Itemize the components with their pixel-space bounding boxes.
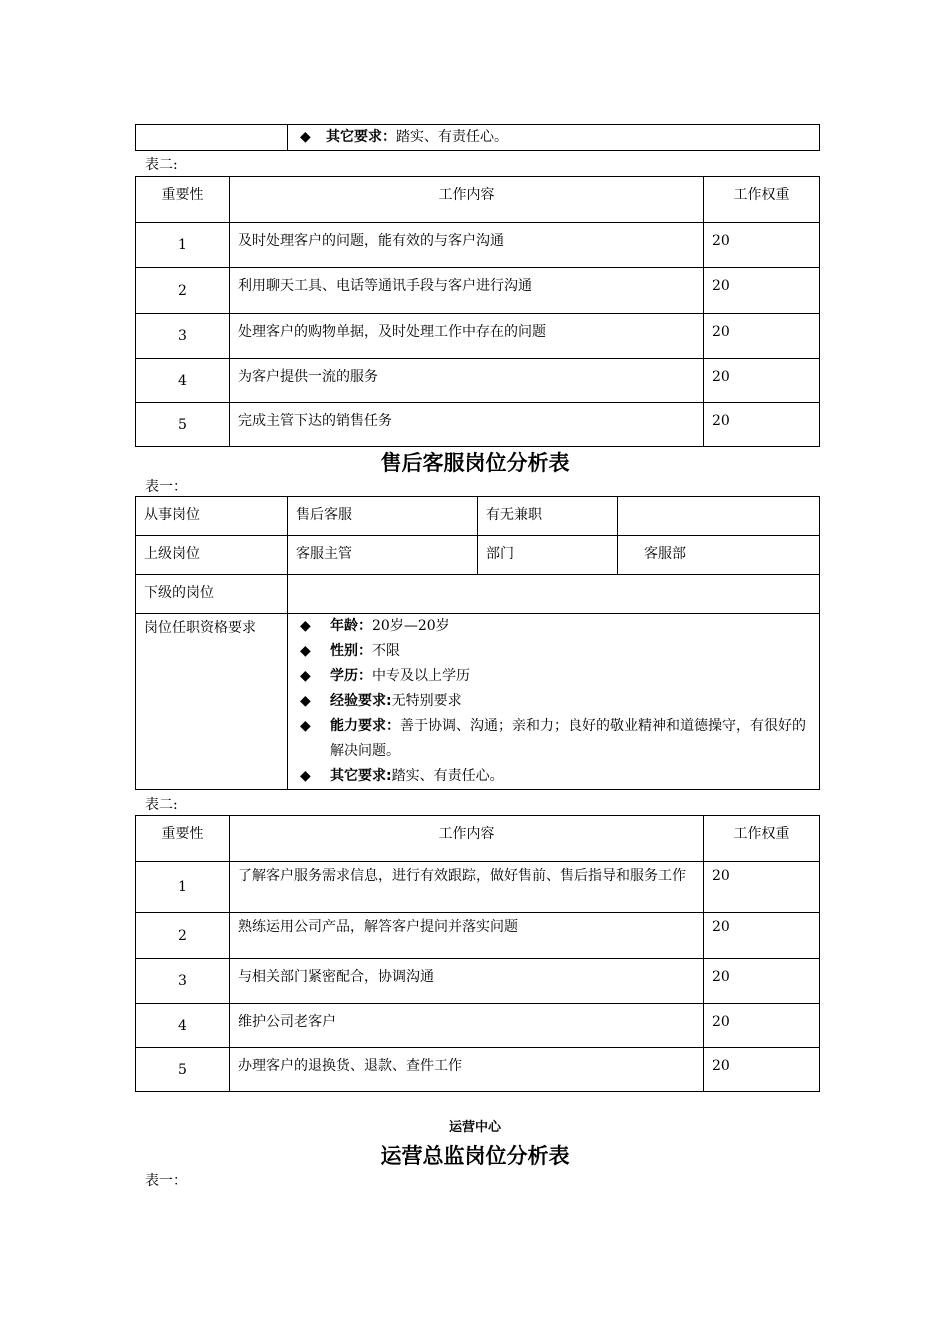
rank-cell: 3: [136, 314, 230, 359]
position-value: 售后客服: [288, 497, 478, 536]
table-caption: 表一：: [145, 1173, 187, 1189]
subordinate-value: [288, 575, 820, 614]
position-info-table: [135, 496, 820, 790]
weight-cell: 20: [704, 359, 820, 403]
superior-label: 上级岗位: [136, 536, 288, 575]
list-item: [296, 639, 807, 664]
rank-cell: 2: [136, 913, 230, 959]
subordinate-label: 下级的岗位: [136, 575, 288, 614]
list-item: [296, 714, 807, 764]
diamond-bullet-icon: ◆: [300, 668, 311, 684]
part-time-value: [618, 497, 820, 536]
section-title-operations: 运营总监岗位分析表: [380, 1144, 570, 1168]
requirements-list: [296, 614, 807, 789]
weight-cell: 20: [704, 314, 820, 359]
weight-cell: 20: [704, 959, 820, 1004]
weight-cell: 20: [704, 1004, 820, 1048]
requirement-label: 性别: [330, 643, 358, 659]
weight-cell: 20: [704, 1048, 820, 1092]
requirement-value: 踏实、有责任心。: [396, 129, 508, 145]
table-row: [136, 125, 820, 151]
requirement-separator: ：: [358, 668, 372, 684]
department-value: 客服部: [618, 536, 820, 575]
diamond-bullet-icon: ◆: [300, 693, 311, 709]
table-row: [136, 268, 820, 314]
header-content: 工作内容: [230, 177, 704, 223]
table-row: [136, 913, 820, 959]
requirement-label: 学历: [330, 668, 358, 684]
table-header-row: [136, 177, 820, 223]
requirement-label: 经验要求: [330, 693, 386, 709]
table-caption: 表二:: [145, 157, 178, 173]
content-cell: 处理客户的购物单据，及时处理工作中存在的问题: [230, 314, 704, 359]
table-row: [136, 575, 820, 614]
duties-table-b: [135, 815, 820, 1092]
rank-cell: 5: [136, 403, 230, 447]
requirement-separator: :: [386, 768, 392, 784]
header-weight: 工作权重: [704, 816, 820, 862]
list-item: [296, 664, 807, 689]
content-cell: 了解客户服务需求信息，进行有效跟踪，做好售前、售后指导和服务工作: [230, 862, 704, 913]
diamond-bullet-icon: ◆: [300, 618, 311, 634]
requirement-label: 能力要求: [330, 718, 386, 734]
table-row: [136, 614, 820, 790]
part-time-label: 有无兼职: [478, 497, 618, 536]
content-cell: 与相关部门紧密配合，协调沟通: [230, 959, 704, 1004]
table-row: [136, 959, 820, 1004]
content-cell: 熟练运用公司产品，解答客户提问并落实问题: [230, 913, 704, 959]
table-row: [136, 862, 820, 913]
qualification-label: 岗位任职资格要求: [136, 614, 288, 790]
content-cell: 维护公司老客户: [230, 1004, 704, 1048]
top-fragment-table: [135, 124, 820, 151]
diamond-bullet-icon: ◆: [300, 129, 311, 145]
weight-cell: 20: [704, 403, 820, 447]
content-cell: 利用聊天工具、电话等通讯手段与客户进行沟通: [230, 268, 704, 314]
requirement-value: 踏实、有责任心。: [391, 768, 504, 784]
requirement-label: 其它要求: [330, 768, 386, 784]
weight-cell: 20: [704, 223, 820, 268]
requirement-label: 年龄: [330, 618, 358, 634]
header-content: 工作内容: [230, 816, 704, 862]
requirement-separator: :: [386, 693, 392, 709]
list-item: [296, 614, 807, 639]
weight-cell: 20: [704, 268, 820, 314]
header-importance: 重要性: [136, 177, 230, 223]
table-row: [136, 1004, 820, 1048]
requirement-label: 其它要求：: [326, 129, 396, 145]
table-header-row: [136, 816, 820, 862]
requirement-separator: ：: [358, 643, 372, 659]
requirement-separator: ：: [386, 718, 400, 734]
rank-cell: 4: [136, 1004, 230, 1048]
requirement-value: 不限: [372, 643, 400, 659]
content-cell: 办理客户的退换货、退款、查件工作: [230, 1048, 704, 1092]
superior-value: 客服主管: [288, 536, 478, 575]
requirement-value: 善于协调、沟通；亲和力；良好的敬业精神和道德操守，有很好的解决问题。: [330, 718, 806, 759]
header-weight: 工作权重: [704, 177, 820, 223]
diamond-bullet-icon: ◆: [300, 718, 311, 734]
rank-cell: 5: [136, 1048, 230, 1092]
rank-cell: 3: [136, 959, 230, 1004]
rank-cell: 4: [136, 359, 230, 403]
content-cell: 完成主管下达的销售任务: [230, 403, 704, 447]
rank-cell: 1: [136, 862, 230, 913]
requirement-value: 无特别要求: [391, 693, 462, 709]
rank-cell: 2: [136, 268, 230, 314]
header-importance: 重要性: [136, 816, 230, 862]
content-cell: 及时处理客户的问题，能有效的与客户沟通: [230, 223, 704, 268]
list-item: [296, 689, 807, 714]
department-label: 部门: [478, 536, 618, 575]
requirement-value: 中专及以上学历: [372, 668, 470, 684]
table-caption: 表一：: [145, 479, 187, 495]
rank-cell: 1: [136, 223, 230, 268]
weight-cell: 20: [704, 862, 820, 913]
table-row: [136, 536, 820, 575]
table-row: [136, 314, 820, 359]
position-label: 从事岗位: [136, 497, 288, 536]
empty-cell: [136, 125, 288, 151]
requirement-separator: ：: [358, 618, 372, 634]
table-row: [136, 359, 820, 403]
list-item: [296, 764, 807, 789]
table-row: [136, 403, 820, 447]
other-requirements-cell: [288, 125, 820, 151]
section-title-after-sales: 售后客服岗位分析表: [380, 451, 570, 475]
table-row: [136, 223, 820, 268]
diamond-bullet-icon: ◆: [300, 643, 311, 659]
qualification-list-cell: [288, 614, 820, 790]
table-row: [136, 497, 820, 536]
diamond-bullet-icon: ◆: [300, 768, 311, 784]
content-cell: 为客户提供一流的服务: [230, 359, 704, 403]
duties-table-a: [135, 176, 820, 447]
table-row: [136, 1048, 820, 1092]
requirement-value: 20岁—20岁: [372, 618, 450, 634]
weight-cell: 20: [704, 913, 820, 959]
department-heading: 运营中心: [448, 1120, 501, 1135]
table-caption: 表二:: [145, 797, 178, 813]
